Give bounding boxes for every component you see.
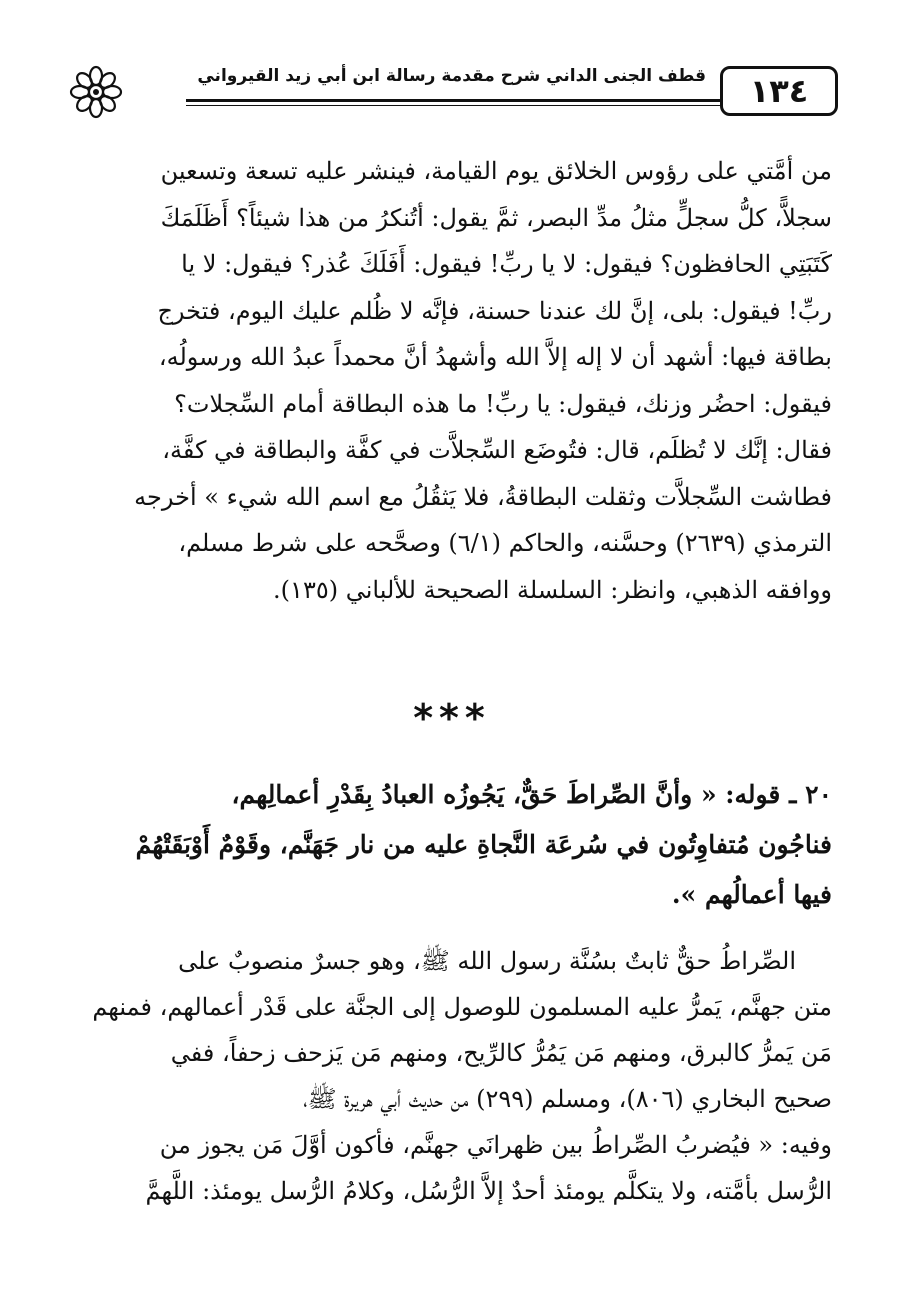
heading-line	[70, 770, 832, 820]
quoted-text: : « وأنَّ الصِّراطَ حَقٌّ، يَجُوزُه العبادُ بِقَدْرِ أعمالِهم،	[231, 780, 735, 809]
text-line: الترمذي (٢٦٣٩) وحسَّنه، والحاكم (٦/١) وصحَّحه على شرط مسلم،	[178, 529, 832, 557]
hadith-paragraph	[70, 148, 832, 613]
section-separator: ***	[413, 696, 491, 740]
text-line: صحيح البخاري (٨٠٦)، ومسلم (٢٩٩) من حديث أبي هريرة ﷺ،	[303, 1085, 832, 1113]
text-line: فيقول: احضُر وزنك، فيقول: يا ربِّ! ما هذه البطاقة أمام السِّجلات؟	[174, 389, 832, 418]
text-line: فطاشت السِّجلاَّت وثقلت البطاقةُ، فلا يَثقُلُ مع اسم الله شيء » أخرجه	[134, 482, 832, 511]
running-title: قطف الجنى الداني شرح مقدمة رسالة ابن أبي زيد القيرواني	[197, 66, 706, 86]
commentary-paragraph	[70, 938, 832, 1214]
text-line: سجلاًّ، كلُّ سجلٍّ مثلُ مدِّ البصر، ثمَّ يقول: أتُنكرُ من هذا شيئاً؟ أَظَلَمَكَ	[160, 203, 832, 232]
page-number: ١٣٤	[720, 66, 838, 116]
text-line: بطاقة فيها: أشهد أن لا إله إلاَّ الله وأشهدُ أنَّ محمداً عبدُ الله ورسولُه،	[158, 343, 832, 371]
heading-line: فناجُون مُتفاوِتُون في سُرعَة النَّجاةِ عليه من نار جَهَنَّم، وقَوْمٌ أَوْبَقَتْهُمْ	[135, 830, 832, 859]
section-keyword: قوله	[734, 780, 781, 809]
page-header	[66, 52, 838, 122]
text-line: الصِّراطُ حقٌّ ثابتٌ بسُنَّة رسول الله ﷺ، وهو جسرٌ منصوبٌ على	[178, 947, 796, 975]
text-line: ربِّ! فيقول: بلى، إنَّ لك عندنا حسنة، فإنَّه لا ظُلم عليك اليوم، فتخرج	[157, 296, 832, 325]
text-line: ووافقه الذهبي، وانظر: السلسلة الصحيحة للألباني (١٣٥).	[273, 575, 832, 604]
text-line: من أمَّتي على رؤوس الخلائق يوم القيامة، فينشر عليه تسعة وتسعين	[160, 157, 832, 185]
heading-line: فيها أعمالُهم ».	[671, 880, 832, 909]
flower-ornament-icon	[66, 62, 126, 122]
text-line: الرُّسل بأمَّته، ولا يتكلَّم يومئذ أحدٌ إلاَّ الرُّسُل، وكلامُ الرُّسل يومئذ: اللَّهمَّ	[145, 1177, 832, 1205]
text-line: فقال: إنَّك لا تُظلَم، قال: فتُوضَع السِّجلاَّت في كفَّة والبطاقة في كفَّة،	[162, 436, 832, 464]
header-rule	[186, 99, 766, 102]
section-heading-20	[70, 770, 832, 920]
text-line: مَن يَمرُّ كالبرق، ومنهم مَن يَمُرُّ كالرِّيح، ومنهم مَن يَزحف زحفاً، ففي	[170, 1039, 832, 1067]
text-line: متن جهنَّم، يَمرُّ عليه المسلمون للوصول إلى الجنَّة على قَدْر أعمالهم، فمنهم	[92, 993, 832, 1021]
header-rule-thin	[186, 105, 766, 106]
text-line: كَتَبَتِي الحافظون؟ فيقول: لا يا ربِّ! فيقول: أَفَلَكَ عُذر؟ فيقول: لا يا	[181, 250, 832, 278]
section-number: ٢٠ ـ	[789, 780, 832, 809]
text-line: وفيه: « فيُضربُ الصِّراطُ بين ظهرانَي جهنَّم، فأكون أوَّلَ مَن يجوز من	[159, 1131, 832, 1159]
